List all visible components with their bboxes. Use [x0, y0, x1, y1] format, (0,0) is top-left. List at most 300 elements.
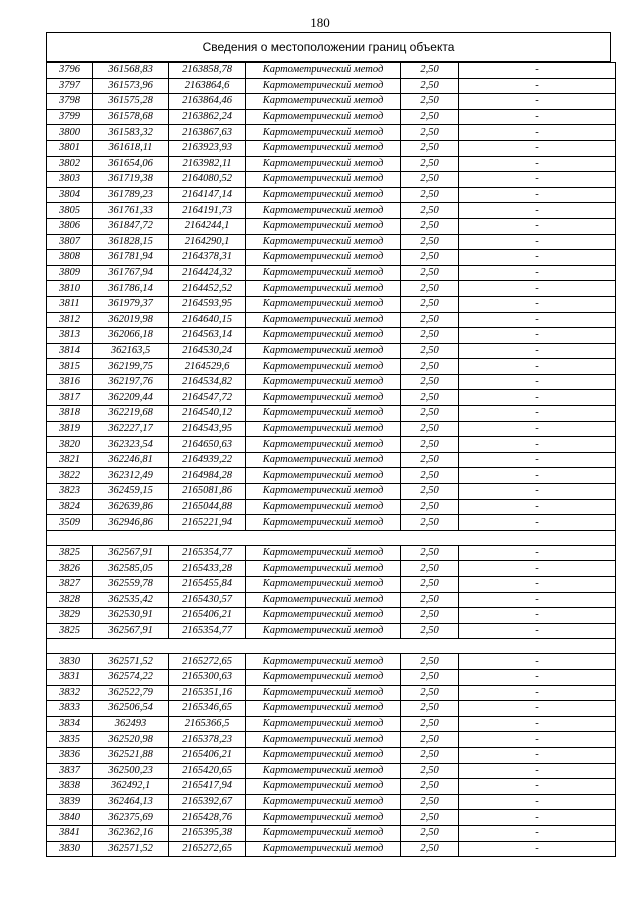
method-cell: Картометрический метод: [246, 732, 401, 748]
description-cell: -: [459, 281, 616, 297]
method-cell: Картометрический метод: [246, 109, 401, 125]
accuracy-cell: 2,50: [401, 701, 459, 717]
point-number-cell: 3825: [47, 623, 93, 639]
method-cell: Картометрический метод: [246, 608, 401, 624]
description-cell: -: [459, 825, 616, 841]
accuracy-cell: 2,50: [401, 156, 459, 172]
description-cell: -: [459, 794, 616, 810]
point-number-cell: 3811: [47, 296, 93, 312]
x-coordinate-cell: 361719,38: [93, 172, 169, 188]
point-number-cell: 3797: [47, 78, 93, 94]
y-coordinate-cell: 2164534,82: [169, 374, 246, 390]
y-coordinate-cell: 2163858,78: [169, 63, 246, 79]
accuracy-cell: 2,50: [401, 172, 459, 188]
method-cell: Картометрический метод: [246, 296, 401, 312]
y-coordinate-cell: 2164593,95: [169, 296, 246, 312]
point-number-cell: 3816: [47, 374, 93, 390]
description-cell: -: [459, 468, 616, 484]
method-cell: Картометрический метод: [246, 577, 401, 593]
table-row: [47, 421, 616, 437]
accuracy-cell: 2,50: [401, 343, 459, 359]
description-cell: -: [459, 265, 616, 281]
y-coordinate-cell: 2164290,1: [169, 234, 246, 250]
point-number-cell: 3829: [47, 608, 93, 624]
table-row: [47, 484, 616, 500]
accuracy-cell: 2,50: [401, 810, 459, 826]
accuracy-cell: 2,50: [401, 499, 459, 515]
x-coordinate-cell: 362197,76: [93, 374, 169, 390]
point-number-cell: 3837: [47, 763, 93, 779]
description-cell: -: [459, 437, 616, 453]
x-coordinate-cell: 361781,94: [93, 250, 169, 266]
accuracy-cell: 2,50: [401, 140, 459, 156]
table-row: [47, 218, 616, 234]
method-cell: Картометрический метод: [246, 716, 401, 732]
table-row: [47, 172, 616, 188]
description-cell: -: [459, 343, 616, 359]
method-cell: Картометрический метод: [246, 234, 401, 250]
method-cell: Картометрический метод: [246, 281, 401, 297]
method-cell: Картометрический метод: [246, 561, 401, 577]
x-coordinate-cell: 362559,78: [93, 577, 169, 593]
y-coordinate-cell: 2165354,77: [169, 623, 246, 639]
x-coordinate-cell: 362199,75: [93, 359, 169, 375]
accuracy-cell: 2,50: [401, 281, 459, 297]
x-coordinate-cell: 361568,83: [93, 63, 169, 79]
y-coordinate-cell: 2164939,22: [169, 452, 246, 468]
x-coordinate-cell: 362571,52: [93, 841, 169, 857]
table-row: [47, 250, 616, 266]
table-row: [47, 561, 616, 577]
table-row: [47, 203, 616, 219]
accuracy-cell: 2,50: [401, 685, 459, 701]
table-row: [47, 623, 616, 639]
accuracy-cell: 2,50: [401, 484, 459, 500]
table-row: [47, 669, 616, 685]
x-coordinate-cell: 362530,91: [93, 608, 169, 624]
accuracy-cell: 2,50: [401, 545, 459, 561]
description-cell: -: [459, 545, 616, 561]
point-number-cell: 3807: [47, 234, 93, 250]
description-cell: -: [459, 561, 616, 577]
point-number-cell: 3805: [47, 203, 93, 219]
y-coordinate-cell: 2165420,65: [169, 763, 246, 779]
method-cell: Картометрический метод: [246, 763, 401, 779]
table-row: [47, 794, 616, 810]
point-number-cell: 3804: [47, 187, 93, 203]
point-number-cell: 3809: [47, 265, 93, 281]
point-number-cell: 3835: [47, 732, 93, 748]
x-coordinate-cell: 361828,15: [93, 234, 169, 250]
y-coordinate-cell: 2164650,63: [169, 437, 246, 453]
y-coordinate-cell: 2164378,31: [169, 250, 246, 266]
description-cell: -: [459, 125, 616, 141]
description-cell: -: [459, 390, 616, 406]
point-number-cell: 3820: [47, 437, 93, 453]
point-number-cell: 3825: [47, 545, 93, 561]
method-cell: Картометрический метод: [246, 172, 401, 188]
point-number-cell: 3810: [47, 281, 93, 297]
method-cell: Картометрический метод: [246, 359, 401, 375]
table-row: [47, 685, 616, 701]
table-row: [47, 747, 616, 763]
x-coordinate-cell: 361786,14: [93, 281, 169, 297]
description-cell: -: [459, 499, 616, 515]
description-cell: -: [459, 515, 616, 531]
table-row: [47, 515, 616, 531]
x-coordinate-cell: 362163,5: [93, 343, 169, 359]
table-row: [47, 577, 616, 593]
point-number-cell: 3818: [47, 406, 93, 422]
y-coordinate-cell: 2165346,65: [169, 701, 246, 717]
method-cell: Картометрический метод: [246, 468, 401, 484]
x-coordinate-cell: 362521,88: [93, 747, 169, 763]
table-row: [47, 779, 616, 795]
x-coordinate-cell: 362571,52: [93, 654, 169, 670]
method-cell: Картометрический метод: [246, 78, 401, 94]
table-row: [47, 281, 616, 297]
y-coordinate-cell: 2164452,52: [169, 281, 246, 297]
y-coordinate-cell: 2163867,63: [169, 125, 246, 141]
y-coordinate-cell: 2164424,32: [169, 265, 246, 281]
y-coordinate-cell: 2165272,65: [169, 841, 246, 857]
x-coordinate-cell: 362535,42: [93, 592, 169, 608]
method-cell: Картометрический метод: [246, 203, 401, 219]
accuracy-cell: 2,50: [401, 63, 459, 79]
table-row: [47, 452, 616, 468]
accuracy-cell: 2,50: [401, 669, 459, 685]
y-coordinate-cell: 2164244,1: [169, 218, 246, 234]
point-number-cell: 3836: [47, 747, 93, 763]
point-number-cell: 3828: [47, 592, 93, 608]
y-coordinate-cell: 2165392,67: [169, 794, 246, 810]
method-cell: Картометрический метод: [246, 654, 401, 670]
point-number-cell: 3799: [47, 109, 93, 125]
table-row: [47, 156, 616, 172]
description-cell: -: [459, 779, 616, 795]
x-coordinate-cell: 362585,05: [93, 561, 169, 577]
point-number-cell: 3830: [47, 841, 93, 857]
method-cell: Картометрический метод: [246, 669, 401, 685]
y-coordinate-cell: 2163864,46: [169, 94, 246, 110]
description-cell: -: [459, 810, 616, 826]
accuracy-cell: 2,50: [401, 359, 459, 375]
coordinates-table: [46, 62, 616, 857]
description-cell: -: [459, 156, 616, 172]
method-cell: Картометрический метод: [246, 218, 401, 234]
point-number-cell: 3802: [47, 156, 93, 172]
description-cell: -: [459, 716, 616, 732]
point-number-cell: 3509: [47, 515, 93, 531]
point-number-cell: 3803: [47, 172, 93, 188]
description-cell: -: [459, 654, 616, 670]
y-coordinate-cell: 2165081,86: [169, 484, 246, 500]
description-cell: -: [459, 484, 616, 500]
x-coordinate-cell: 362567,91: [93, 623, 169, 639]
method-cell: Картометрический метод: [246, 312, 401, 328]
accuracy-cell: 2,50: [401, 561, 459, 577]
accuracy-cell: 2,50: [401, 406, 459, 422]
point-number-cell: 3827: [47, 577, 93, 593]
point-number-cell: 3840: [47, 810, 93, 826]
point-number-cell: 3808: [47, 250, 93, 266]
accuracy-cell: 2,50: [401, 577, 459, 593]
x-coordinate-cell: 362574,22: [93, 669, 169, 685]
y-coordinate-cell: 2164529,6: [169, 359, 246, 375]
x-coordinate-cell: 361573,96: [93, 78, 169, 94]
accuracy-cell: 2,50: [401, 78, 459, 94]
method-cell: Картометрический метод: [246, 343, 401, 359]
x-coordinate-cell: 361767,94: [93, 265, 169, 281]
method-cell: Картометрический метод: [246, 841, 401, 857]
table-row: [47, 234, 616, 250]
method-cell: Картометрический метод: [246, 437, 401, 453]
boundary-table-sheet: [46, 32, 611, 857]
accuracy-cell: 2,50: [401, 623, 459, 639]
method-cell: Картометрический метод: [246, 374, 401, 390]
table-row: [47, 94, 616, 110]
x-coordinate-cell: 362492,1: [93, 779, 169, 795]
description-cell: -: [459, 78, 616, 94]
accuracy-cell: 2,50: [401, 187, 459, 203]
x-coordinate-cell: 362500,23: [93, 763, 169, 779]
accuracy-cell: 2,50: [401, 592, 459, 608]
accuracy-cell: 2,50: [401, 218, 459, 234]
description-cell: -: [459, 328, 616, 344]
x-coordinate-cell: 362946,86: [93, 515, 169, 531]
point-number-cell: 3819: [47, 421, 93, 437]
y-coordinate-cell: 2165455,84: [169, 577, 246, 593]
accuracy-cell: 2,50: [401, 125, 459, 141]
table-row: [47, 312, 616, 328]
point-number-cell: 3821: [47, 452, 93, 468]
description-cell: -: [459, 312, 616, 328]
description-cell: -: [459, 747, 616, 763]
accuracy-cell: 2,50: [401, 747, 459, 763]
point-number-cell: 3798: [47, 94, 93, 110]
table-row: [47, 437, 616, 453]
accuracy-cell: 2,50: [401, 763, 459, 779]
description-cell: -: [459, 623, 616, 639]
method-cell: Картометрический метод: [246, 328, 401, 344]
point-number-cell: 3839: [47, 794, 93, 810]
table-row: [47, 810, 616, 826]
table-row: [47, 716, 616, 732]
y-coordinate-cell: 2165354,77: [169, 545, 246, 561]
table-row: [47, 701, 616, 717]
y-coordinate-cell: 2164543,95: [169, 421, 246, 437]
y-coordinate-cell: 2163923,93: [169, 140, 246, 156]
accuracy-cell: 2,50: [401, 203, 459, 219]
accuracy-cell: 2,50: [401, 328, 459, 344]
accuracy-cell: 2,50: [401, 608, 459, 624]
method-cell: Картометрический метод: [246, 250, 401, 266]
y-coordinate-cell: 2164080,52: [169, 172, 246, 188]
description-cell: -: [459, 296, 616, 312]
accuracy-cell: 2,50: [401, 654, 459, 670]
y-coordinate-cell: 2164191,73: [169, 203, 246, 219]
point-number-cell: 3831: [47, 669, 93, 685]
accuracy-cell: 2,50: [401, 94, 459, 110]
block-separator-row: [47, 530, 616, 545]
x-coordinate-cell: 362493: [93, 716, 169, 732]
description-cell: -: [459, 359, 616, 375]
y-coordinate-cell: 2165044,88: [169, 499, 246, 515]
table-row: [47, 841, 616, 857]
y-coordinate-cell: 2165430,57: [169, 592, 246, 608]
description-cell: -: [459, 577, 616, 593]
description-cell: -: [459, 250, 616, 266]
y-coordinate-cell: 2163862,24: [169, 109, 246, 125]
table-row: [47, 406, 616, 422]
y-coordinate-cell: 2165366,5: [169, 716, 246, 732]
method-cell: Картометрический метод: [246, 484, 401, 500]
description-cell: -: [459, 187, 616, 203]
point-number-cell: 3824: [47, 499, 93, 515]
y-coordinate-cell: 2164563,14: [169, 328, 246, 344]
x-coordinate-cell: 362219,68: [93, 406, 169, 422]
y-coordinate-cell: 2164530,24: [169, 343, 246, 359]
x-coordinate-cell: 361847,72: [93, 218, 169, 234]
accuracy-cell: 2,50: [401, 794, 459, 810]
table-title: Сведения о местоположении границ объекта: [46, 32, 611, 62]
accuracy-cell: 2,50: [401, 515, 459, 531]
accuracy-cell: 2,50: [401, 779, 459, 795]
table-row: [47, 187, 616, 203]
method-cell: Картометрический метод: [246, 406, 401, 422]
y-coordinate-cell: 2163864,6: [169, 78, 246, 94]
point-number-cell: 3806: [47, 218, 93, 234]
x-coordinate-cell: 362227,17: [93, 421, 169, 437]
table-row: [47, 78, 616, 94]
x-coordinate-cell: 362375,69: [93, 810, 169, 826]
table-row: [47, 390, 616, 406]
table-row: [47, 654, 616, 670]
accuracy-cell: 2,50: [401, 841, 459, 857]
point-number-cell: 3814: [47, 343, 93, 359]
table-row: [47, 468, 616, 484]
x-coordinate-cell: 361761,33: [93, 203, 169, 219]
y-coordinate-cell: 2165395,38: [169, 825, 246, 841]
x-coordinate-cell: 362520,98: [93, 732, 169, 748]
table-row: [47, 763, 616, 779]
method-cell: Картометрический метод: [246, 747, 401, 763]
description-cell: -: [459, 94, 616, 110]
point-number-cell: 3834: [47, 716, 93, 732]
description-cell: -: [459, 763, 616, 779]
x-coordinate-cell: 361618,11: [93, 140, 169, 156]
separator-cell: [47, 530, 616, 545]
method-cell: Картометрический метод: [246, 825, 401, 841]
point-number-cell: 3826: [47, 561, 93, 577]
x-coordinate-cell: 362312,49: [93, 468, 169, 484]
point-number-cell: 3812: [47, 312, 93, 328]
x-coordinate-cell: 361583,32: [93, 125, 169, 141]
accuracy-cell: 2,50: [401, 234, 459, 250]
point-number-cell: 3822: [47, 468, 93, 484]
accuracy-cell: 2,50: [401, 716, 459, 732]
separator-cell: [47, 639, 616, 654]
point-number-cell: 3817: [47, 390, 93, 406]
point-number-cell: 3838: [47, 779, 93, 795]
y-coordinate-cell: 2164540,12: [169, 406, 246, 422]
y-coordinate-cell: 2165417,94: [169, 779, 246, 795]
y-coordinate-cell: 2165272,65: [169, 654, 246, 670]
description-cell: -: [459, 63, 616, 79]
description-cell: -: [459, 234, 616, 250]
accuracy-cell: 2,50: [401, 732, 459, 748]
y-coordinate-cell: 2164640,15: [169, 312, 246, 328]
point-number-cell: 3832: [47, 685, 93, 701]
accuracy-cell: 2,50: [401, 312, 459, 328]
accuracy-cell: 2,50: [401, 374, 459, 390]
description-cell: -: [459, 172, 616, 188]
method-cell: Картометрический метод: [246, 452, 401, 468]
description-cell: -: [459, 374, 616, 390]
point-number-cell: 3830: [47, 654, 93, 670]
x-coordinate-cell: 362209,44: [93, 390, 169, 406]
point-number-cell: 3800: [47, 125, 93, 141]
x-coordinate-cell: 362246,81: [93, 452, 169, 468]
point-number-cell: 3815: [47, 359, 93, 375]
x-coordinate-cell: 361654,06: [93, 156, 169, 172]
point-number-cell: 3841: [47, 825, 93, 841]
accuracy-cell: 2,50: [401, 296, 459, 312]
description-cell: -: [459, 109, 616, 125]
method-cell: Картометрический метод: [246, 592, 401, 608]
table-row: [47, 296, 616, 312]
method-cell: Картометрический метод: [246, 94, 401, 110]
x-coordinate-cell: 362639,86: [93, 499, 169, 515]
table-row: [47, 63, 616, 79]
method-cell: Картометрический метод: [246, 63, 401, 79]
table-row: [47, 545, 616, 561]
y-coordinate-cell: 2165406,21: [169, 608, 246, 624]
method-cell: Картометрический метод: [246, 685, 401, 701]
x-coordinate-cell: 362362,16: [93, 825, 169, 841]
table-row: [47, 343, 616, 359]
description-cell: -: [459, 452, 616, 468]
accuracy-cell: 2,50: [401, 437, 459, 453]
x-coordinate-cell: 362323,54: [93, 437, 169, 453]
table-row: [47, 265, 616, 281]
accuracy-cell: 2,50: [401, 250, 459, 266]
table-row: [47, 140, 616, 156]
method-cell: Картометрический метод: [246, 499, 401, 515]
method-cell: Картометрический метод: [246, 701, 401, 717]
method-cell: Картометрический метод: [246, 515, 401, 531]
point-number-cell: 3833: [47, 701, 93, 717]
method-cell: Картометрический метод: [246, 156, 401, 172]
description-cell: -: [459, 203, 616, 219]
y-coordinate-cell: 2165378,23: [169, 732, 246, 748]
table-row: [47, 328, 616, 344]
table-row: [47, 608, 616, 624]
description-cell: -: [459, 701, 616, 717]
table-row: [47, 109, 616, 125]
point-number-cell: 3813: [47, 328, 93, 344]
block-separator-row: [47, 639, 616, 654]
method-cell: Картометрический метод: [246, 140, 401, 156]
x-coordinate-cell: 362567,91: [93, 545, 169, 561]
y-coordinate-cell: 2165428,76: [169, 810, 246, 826]
method-cell: Картометрический метод: [246, 810, 401, 826]
point-number-cell: 3801: [47, 140, 93, 156]
y-coordinate-cell: 2165433,28: [169, 561, 246, 577]
method-cell: Картометрический метод: [246, 779, 401, 795]
method-cell: Картометрический метод: [246, 125, 401, 141]
x-coordinate-cell: 362019,98: [93, 312, 169, 328]
